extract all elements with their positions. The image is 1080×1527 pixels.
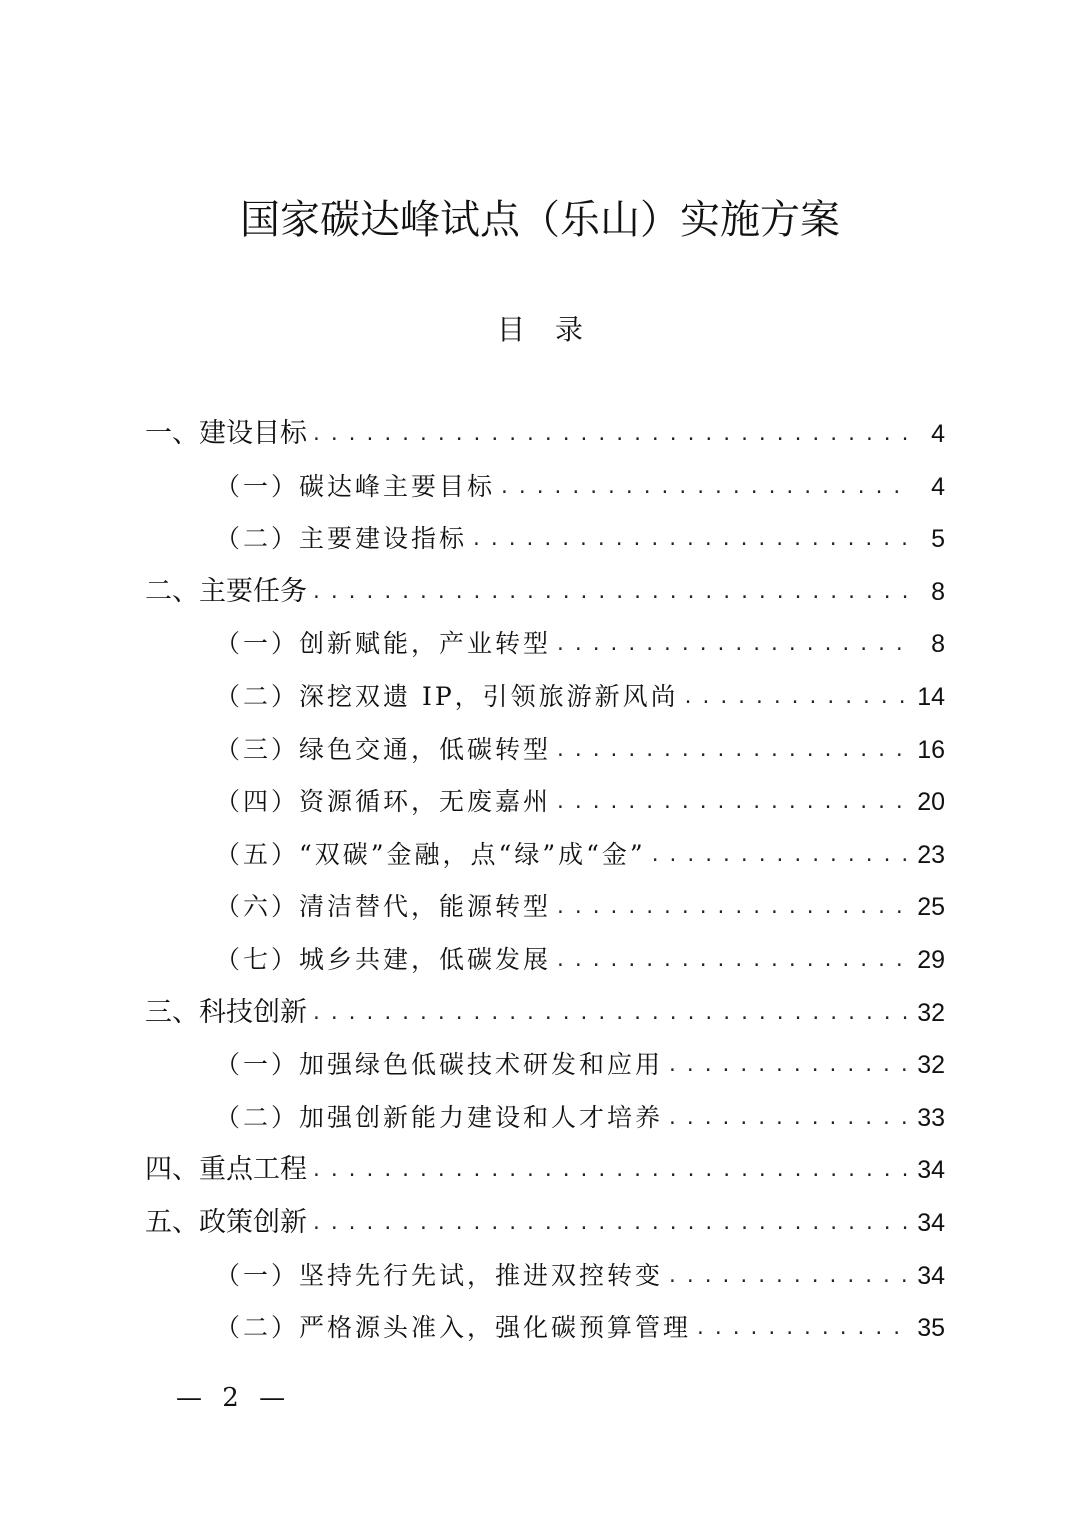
toc-dot-leader bbox=[667, 1040, 909, 1093]
page-number: — 2 — bbox=[176, 1383, 292, 1413]
toc-entry-page: 29 bbox=[917, 945, 945, 974]
toc-entry-page: 5 bbox=[931, 525, 945, 554]
toc-entry-label: （二）加强创新能力建设和人才培养 bbox=[215, 1102, 664, 1132]
toc-entry-label: 五、政策创新 bbox=[145, 1206, 307, 1238]
toc-entry[interactable] bbox=[145, 829, 945, 882]
toc-entry-page: 34 bbox=[917, 1261, 945, 1290]
toc-entry-page: 34 bbox=[917, 1156, 945, 1185]
toc-entry[interactable] bbox=[145, 1039, 945, 1092]
toc-entry-page: 32 bbox=[917, 998, 945, 1027]
toc-entry-label: 三、科技创新 bbox=[145, 996, 307, 1028]
toc-entry-label: （四）资源循环，无废嘉州 bbox=[215, 787, 552, 817]
toc-entry[interactable] bbox=[145, 987, 945, 1040]
toc-entry-page: 8 bbox=[931, 577, 945, 606]
toc-entry[interactable] bbox=[145, 618, 945, 671]
toc-dot-leader bbox=[311, 1145, 909, 1198]
toc-entry-page: 34 bbox=[917, 1208, 945, 1237]
toc-entry-label: （六）清洁替代，能源转型 bbox=[215, 892, 552, 922]
toc-entry[interactable] bbox=[145, 934, 945, 987]
toc-entry[interactable] bbox=[145, 1092, 945, 1145]
toc-entry[interactable] bbox=[145, 1302, 945, 1355]
toc-entry[interactable] bbox=[145, 1144, 945, 1197]
toc-entry[interactable] bbox=[145, 724, 945, 777]
table-of-contents bbox=[145, 408, 945, 1355]
toc-dot-leader bbox=[311, 988, 909, 1041]
toc-entry-page: 33 bbox=[917, 1103, 945, 1132]
toc-dot-leader bbox=[695, 1303, 909, 1356]
toc-entry-label: （二）严格源头准入，强化碳预算管理 bbox=[215, 1313, 692, 1343]
toc-entry-label: （五）“双碳”金融，点“绿”成“金” bbox=[215, 839, 646, 869]
toc-entry[interactable] bbox=[145, 461, 945, 514]
toc-entry-label: （一）加强绿色低碳技术研发和应用 bbox=[215, 1050, 664, 1080]
toc-dot-leader bbox=[311, 409, 909, 462]
toc-entry[interactable] bbox=[145, 1250, 945, 1303]
toc-entry[interactable] bbox=[145, 671, 945, 724]
toc-entry-label: （一）创新赋能，产业转型 bbox=[215, 629, 552, 659]
toc-dot-leader bbox=[499, 462, 909, 515]
toc-entry-page: 23 bbox=[917, 840, 945, 869]
toc-entry-label: 四、重点工程 bbox=[145, 1154, 307, 1186]
toc-entry-label: （一）坚持先行先试，推进双控转变 bbox=[215, 1260, 664, 1290]
toc-heading bbox=[0, 310, 1080, 350]
document-title: 国家碳达峰试点（乐山）实施方案 bbox=[240, 197, 840, 243]
toc-entry-label: （二）深挖双遗 IP，引领旅游新风尚 bbox=[215, 681, 679, 711]
toc-entry-label: 二、主要任务 bbox=[145, 575, 307, 607]
toc-entry-label: （一）碳达峰主要目标 bbox=[215, 471, 496, 501]
toc-dot-leader bbox=[683, 672, 909, 725]
toc-dot-leader bbox=[555, 935, 909, 988]
toc-entry-page: 20 bbox=[917, 788, 945, 817]
toc-entry-page: 4 bbox=[931, 420, 945, 448]
toc-entry[interactable] bbox=[145, 1197, 945, 1250]
toc-entry-label: （三）绿色交通，低碳转型 bbox=[215, 734, 552, 764]
toc-dot-leader bbox=[555, 725, 909, 778]
toc-entry[interactable] bbox=[145, 776, 945, 829]
toc-entry-label: （二）主要建设指标 bbox=[215, 524, 468, 554]
toc-heading-char: 录 bbox=[555, 313, 584, 346]
toc-heading-char: 目 bbox=[496, 313, 525, 346]
toc-dot-leader bbox=[555, 619, 909, 672]
toc-entry-page: 14 bbox=[917, 682, 945, 711]
toc-entry[interactable] bbox=[145, 881, 945, 934]
toc-dot-leader bbox=[650, 830, 909, 883]
toc-entry-page: 25 bbox=[917, 893, 945, 922]
toc-entry[interactable] bbox=[145, 566, 945, 619]
toc-entry-page: 35 bbox=[917, 1314, 945, 1343]
toc-entry-label: （七）城乡共建，低碳发展 bbox=[215, 944, 552, 974]
toc-entry-page: 16 bbox=[917, 735, 945, 764]
toc-dot-leader bbox=[555, 777, 909, 830]
toc-dot-leader bbox=[555, 882, 909, 935]
toc-dot-leader bbox=[471, 514, 909, 567]
toc-dot-leader bbox=[667, 1251, 909, 1304]
toc-entry-page: 4 bbox=[931, 472, 945, 501]
toc-dot-leader bbox=[311, 1198, 909, 1251]
toc-entry[interactable] bbox=[145, 408, 945, 461]
toc-entry-label: 一、建设目标 bbox=[145, 418, 307, 449]
toc-entry-page: 8 bbox=[931, 630, 945, 659]
toc-entry-page: 32 bbox=[917, 1051, 945, 1080]
toc-dot-leader bbox=[667, 1093, 909, 1146]
toc-dot-leader bbox=[311, 567, 909, 620]
toc-entry[interactable] bbox=[145, 513, 945, 566]
